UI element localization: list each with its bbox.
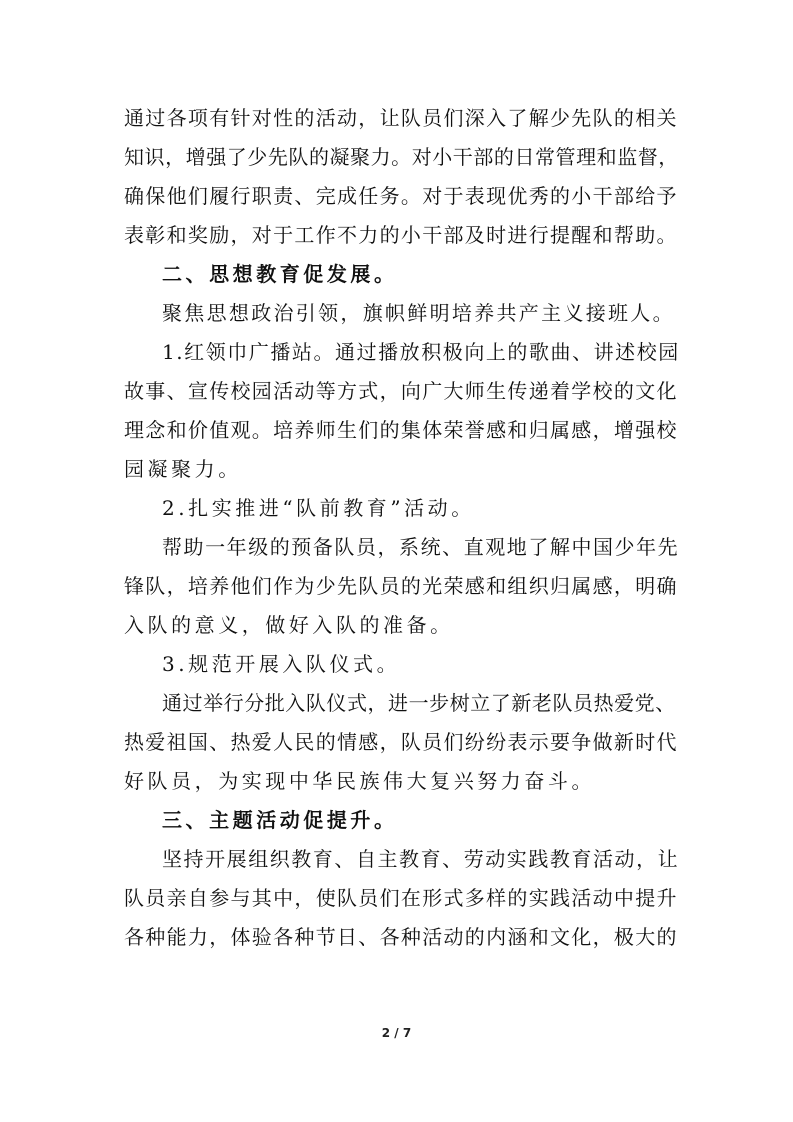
paragraph-line: 热爱祖国、热爱人民的情感，队员们纷纷表示要争做新时代 — [124, 730, 678, 754]
paragraph-line: 理念和价值观。培养师生们的集体荣誉感和归属感，增强校 — [124, 418, 678, 442]
paragraph-line: 故事、宣传校园活动等方式，向广大师生传递着学校的文化 — [124, 379, 678, 403]
paragraph-line: 表彰和奖励，对于工作不力的小干部及时进行提醒和帮助。 — [124, 223, 678, 247]
paragraph-line: 锋队，培养他们作为少先队员的光荣感和组织归属感，明确 — [124, 574, 678, 598]
paragraph-line: 帮助一年级的预备队员，系统、直观地了解中国少年先 — [162, 535, 680, 559]
paragraph-line: 坚持开展组织教育、自主教育、劳动实践教育活动，让 — [162, 847, 680, 871]
list-item-heading: 2.扎实推进“队前教育”活动。 — [162, 496, 475, 520]
page-number: 2 / 7 — [381, 1026, 412, 1040]
paragraph-line: 队员亲自参与其中，使队员们在形式多样的实践活动中提升 — [124, 886, 678, 910]
paragraph-line: 入队的意义，做好入队的准备。 — [124, 613, 454, 637]
paragraph-line: 通过举行分批入队仪式，进一步树立了新老队员热爱党、 — [162, 691, 676, 715]
paragraph-line: 确保他们履行职责、完成任务。对于表现优秀的小干部给予 — [124, 184, 678, 208]
section-heading: 二、思想教育促发展。 — [162, 262, 398, 286]
paragraph-line: 园凝聚力。 — [124, 457, 242, 481]
section-heading: 三、主题活动促提升。 — [162, 808, 398, 832]
paragraph-line: 好队员，为实现中华民族伟大复兴努力奋斗。 — [124, 769, 595, 793]
list-item-heading: 1.红领巾广播站。通过播放积极向上的歌曲、讲述校园 — [162, 340, 680, 364]
list-item-heading: 3.规范开展入队仪式。 — [162, 652, 401, 676]
paragraph-line: 各种能力，体验各种节日、各种活动的内涵和文化，极大的 — [124, 925, 678, 949]
paragraph-line: 通过各项有针对性的活动，让队员们深入了解少先队的相关 — [124, 106, 678, 130]
paragraph-line: 聚焦思想政治引领，旗帜鲜明培养共产主义接班人。 — [162, 301, 675, 325]
paragraph-line: 知识，增强了少先队的凝聚力。对小干部的日常管理和监督， — [124, 145, 679, 169]
